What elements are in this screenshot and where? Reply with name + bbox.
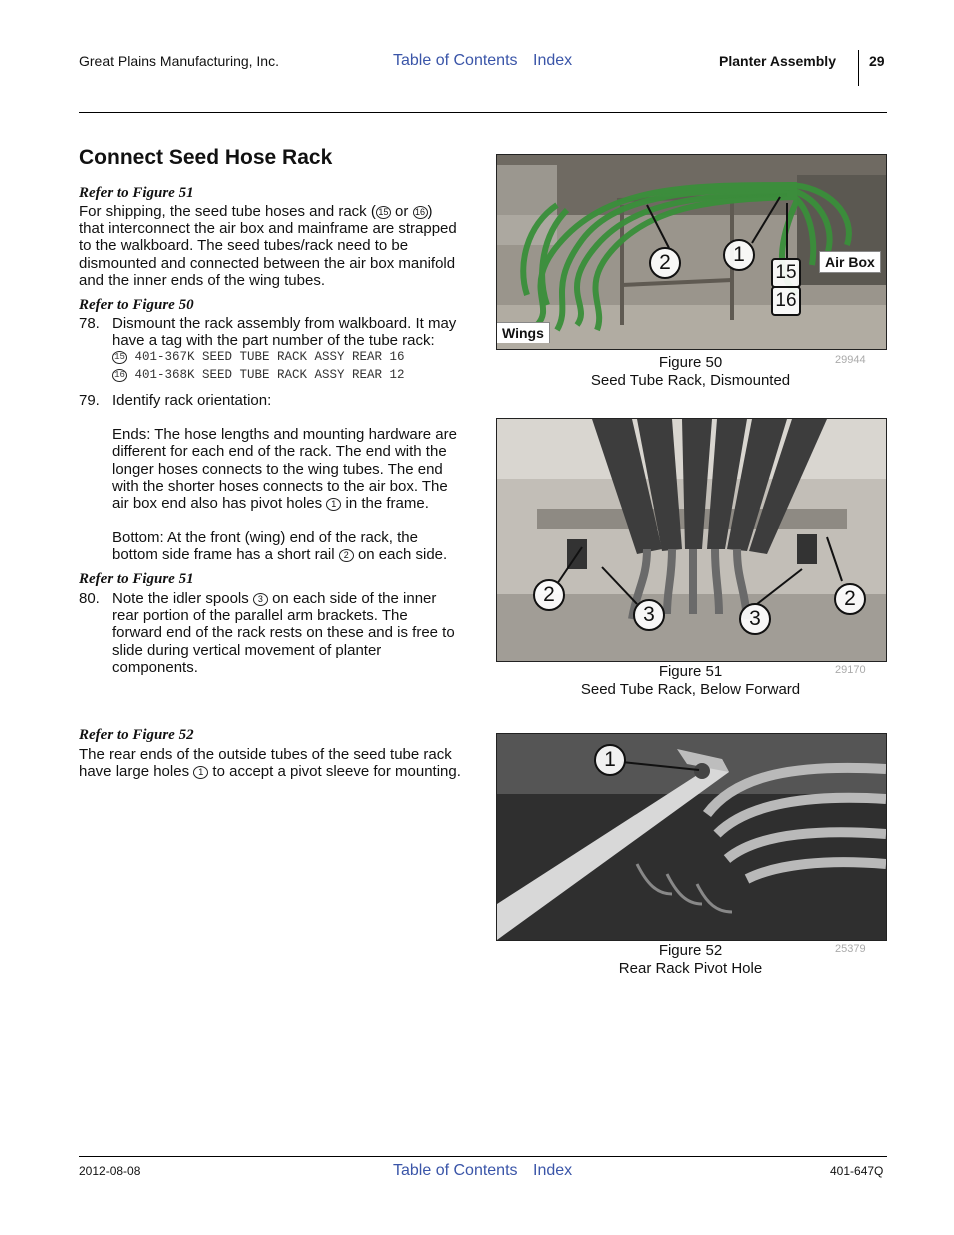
figure-52-id: 25379	[835, 943, 866, 955]
figure-52-caption: Figure 52 Rear Rack Pivot Hole	[618, 942, 763, 977]
fig50-callout-15: 15	[771, 258, 801, 288]
page-title: Connect Seed Hose Rack	[79, 146, 333, 169]
company-name: Great Plains Manufacturing, Inc.	[79, 53, 279, 69]
figure-52-photo	[496, 733, 887, 941]
footer-date: 2012-08-08	[79, 1164, 141, 1178]
header-rule	[79, 112, 887, 113]
figure-50-caption: Figure 50 Seed Tube Rack, Dismounted	[590, 354, 791, 389]
callout-16-inline: 16	[413, 206, 428, 219]
figure-50-id: 29944	[835, 354, 866, 366]
step-78-number: 78.	[79, 315, 100, 332]
fig50-callout-1: 1	[723, 239, 755, 271]
index-link-footer[interactable]: Index	[533, 1162, 573, 1179]
fig50-callout-16: 16	[771, 286, 801, 316]
step-80-number: 80.	[79, 590, 100, 607]
index-link-header[interactable]: Index	[533, 52, 573, 69]
fig51-callout-3-right: 3	[739, 603, 771, 635]
callout-1-inline: 1	[326, 498, 341, 511]
wings-label: Wings	[497, 322, 550, 343]
callout-3-inline: 3	[253, 593, 268, 606]
callout-15: 15	[112, 351, 127, 364]
fig52-paragraph: The rear ends of the outside tubes of the seed tube rack have large holes 1 to accept a pivot sleeve for mounting.	[79, 746, 461, 781]
fig51-callout-2-right: 2	[834, 583, 866, 615]
fig51-callout-3-left: 3	[633, 599, 665, 631]
air-box-label: Air Box	[819, 251, 881, 273]
fig50-callout-2: 2	[649, 247, 681, 279]
step-79: Identify rack orientation: Ends: The hose lengths and mounting hardware are different for each end of the rack. The end with the longer hoses connects to the wing tubes. The end with the shorter hoses connects to the air box. The air box end also has pivot holes 1 in the frame. Bottom: At the front (wing) end of the rack, the bottom side frame has a short rail 2 on each side.	[112, 392, 457, 564]
ref-fig51-a: Refer to Figure 51	[79, 185, 194, 201]
section-title: Planter Assembly	[719, 53, 836, 69]
step-79-number: 79.	[79, 392, 100, 409]
ref-fig51-b: Refer to Figure 51	[79, 571, 194, 587]
ref-fig52: Refer to Figure 52	[79, 727, 194, 743]
intro-paragraph: For shipping, the seed tube hoses and rack ( 15 or 16 ) that interconnect the air box and mainframe are strapped to the walkboard. The seed tubes/rack need to be dismounted and connected between the air box manifold and the inner ends of the wing tubes.	[79, 203, 457, 289]
figure-51-id: 29170	[835, 664, 866, 676]
footer-rule	[79, 1156, 887, 1157]
callout-2-inline: 2	[339, 549, 354, 562]
seed-tube-rack-below-image	[497, 419, 886, 661]
toc-link-footer[interactable]: Table of Contents	[393, 1162, 518, 1179]
fig52-callout-1: 1	[594, 744, 626, 776]
step-80: Note the idler spools 3 on each side of the inner rear portion of the parallel arm brackets. The forward end of the rack rests on these and is free to slide during vertical movement of planter components.	[112, 590, 455, 676]
callout-1-inline-b: 1	[193, 766, 208, 779]
ref-fig50: Refer to Figure 50	[79, 297, 194, 313]
callout-15-inline: 15	[376, 206, 391, 219]
page-number: 29	[869, 53, 885, 69]
figure-51-caption: Figure 51 Seed Tube Rack, Below Forward	[580, 663, 801, 698]
fig51-callout-2-left: 2	[533, 579, 565, 611]
rear-rack-pivot-hole-image	[497, 734, 886, 940]
step-78: Dismount the rack assembly from walkboard. It may have a tag with the part number of the tube rack: 15 401-367K SEED TUBE RACK ASSY REAR 16 16 401-368K SEED TUBE RACK ASSY REAR 12	[112, 315, 457, 382]
callout-16: 16	[112, 369, 127, 382]
header-divider	[858, 50, 859, 86]
toc-link-header[interactable]: Table of Contents	[393, 52, 518, 69]
figure-51-photo	[496, 418, 887, 662]
figure-50-photo	[496, 154, 887, 350]
footer-doc-number: 401-647Q	[830, 1164, 884, 1178]
